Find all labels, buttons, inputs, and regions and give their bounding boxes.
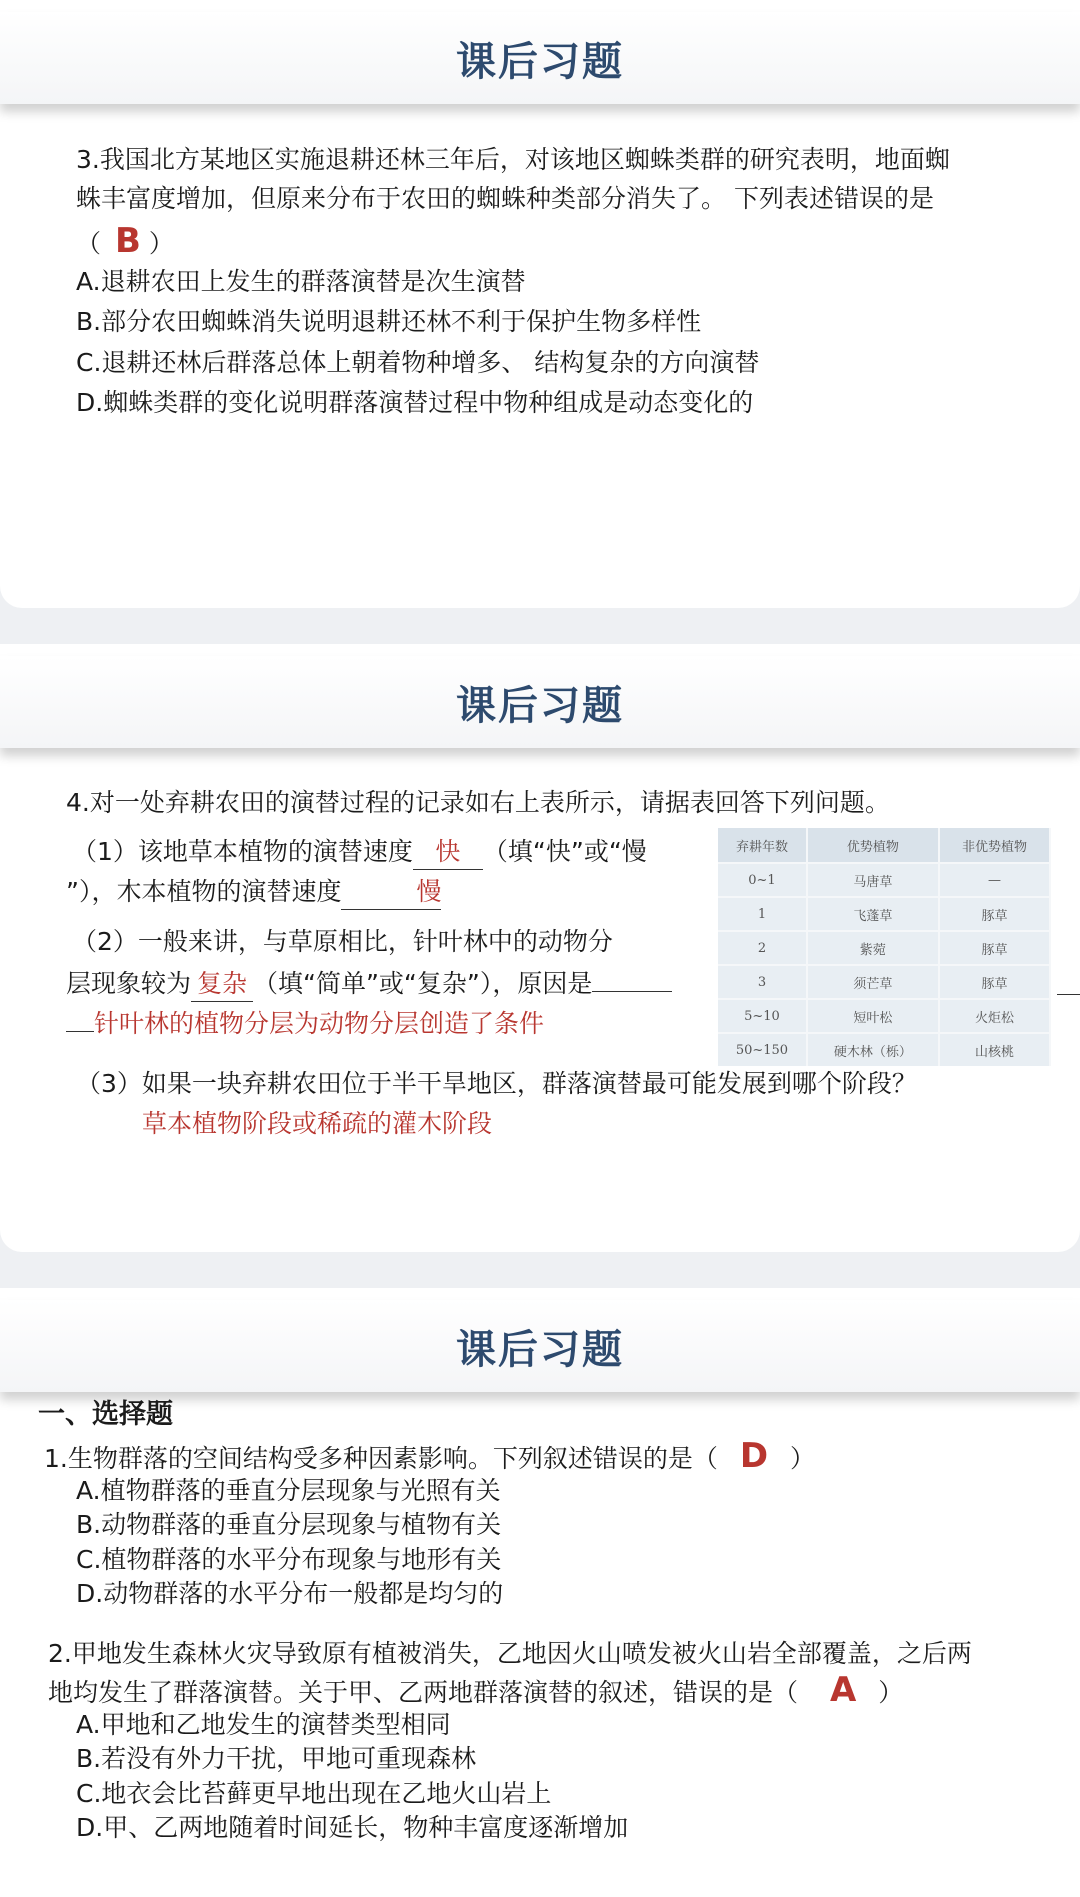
table-cell: 50~150 xyxy=(718,1033,807,1066)
table-header-row xyxy=(718,828,1050,863)
question-1-text: 1.生物群落的空间结构受多种因素影响。下列叙述错误的是（ xyxy=(44,1444,718,1473)
sub-question-2-cont xyxy=(66,964,672,1004)
table-cell: 5~10 xyxy=(718,999,807,1033)
table-cell: 须芒草 xyxy=(807,965,939,999)
q1-line2: ”），木本植物的演替速度 xyxy=(66,877,342,906)
answer-mark: D xyxy=(739,1436,769,1476)
sub-question-2-answer xyxy=(66,1004,544,1044)
answer-blank-line xyxy=(592,991,672,992)
paren-close: ） xyxy=(878,1678,904,1707)
section-title: 一、选择题 xyxy=(38,1399,173,1430)
header-title: 课后习题 xyxy=(456,1326,624,1373)
option-a: A.植物群落的垂直分层现象与光照有关 xyxy=(76,1476,501,1505)
table-cell: 1 xyxy=(718,897,807,931)
option-c: C.退耕还林后群落总体上朝着物种增多、 结构复杂的方向演替 xyxy=(76,348,760,377)
table-cell: 短叶松 xyxy=(807,999,939,1033)
table-cell: 豚草 xyxy=(939,965,1050,999)
sub-question-3: （3）如果一块弃耕农田位于半干旱地区，群落演替最可能发展到哪个阶段？ xyxy=(76,1069,917,1098)
header-title: 课后习题 xyxy=(456,38,624,85)
answer-blank: 慢 xyxy=(341,875,441,910)
column-header: 优势植物 xyxy=(807,828,939,863)
column-header: 非优势植物 xyxy=(939,828,1050,863)
answer-text: 针叶林的植物分层为动物分层创造了条件 xyxy=(94,1009,545,1038)
option-a: A.退耕农田上发生的群落演替是次生演替 xyxy=(76,267,526,296)
table-cell: 山核桃 xyxy=(939,1033,1050,1066)
option-b: B.动物群落的垂直分层现象与植物有关 xyxy=(76,1510,502,1539)
paren-open: （ xyxy=(76,229,102,258)
question-2-text: 地均发生了群落演替。关于甲、乙两地群落演替的叙述，错误的是（ xyxy=(48,1678,799,1707)
table-cell: 豚草 xyxy=(939,931,1050,965)
table-cell: 0~1 xyxy=(718,863,807,897)
card-header xyxy=(0,1300,1080,1392)
answer-mark: B xyxy=(114,221,141,261)
answer-blank-line xyxy=(66,1031,94,1032)
table-cell: 飞蓬草 xyxy=(807,897,939,931)
table-row xyxy=(718,999,1050,1033)
option-d: D.甲、乙两地随着时间延长，物种丰富度逐渐增加 xyxy=(76,1813,629,1842)
table-cell: 2 xyxy=(718,931,807,965)
option-c: C.植物群落的水平分布现象与地形有关 xyxy=(76,1545,502,1574)
exercise-card-1 xyxy=(0,0,1080,608)
answer-blank: 快 xyxy=(413,835,483,870)
table-cell: 马唐草 xyxy=(807,863,939,897)
table-row xyxy=(718,1033,1050,1066)
answer-blank-line xyxy=(1057,994,1080,995)
table-cell: 火炬松 xyxy=(939,999,1050,1033)
answer-line xyxy=(76,221,174,264)
sub-question-1-cont xyxy=(66,872,441,912)
option-c: C.地衣会比苔藓更早地出现在乙地火山岩上 xyxy=(76,1779,552,1808)
question-text: 4.对一处弃耕农田的演替过程的记录如右上表所示，请据表回答下列问题。 xyxy=(66,788,890,817)
option-b: B.部分农田蜘蛛消失说明退耕还林不利于保护生物多样性 xyxy=(76,307,702,336)
q2-prefix: 层现象较为 xyxy=(66,969,192,998)
header-title: 课后习题 xyxy=(456,682,624,729)
table-cell: 3 xyxy=(718,965,807,999)
question-2: 2.甲地发生森林火灾导致原有植被消失，乙地因火山喷发被火山岩全部覆盖，之后两 xyxy=(48,1639,972,1668)
question-line: 3.我国北方某地区实施退耕还林三年后，对该地区蜘蛛类群的研究表明，地面蜘 xyxy=(76,145,950,174)
option-b: B.若没有外力干扰，甲地可重现森林 xyxy=(76,1744,477,1773)
option-a: A.甲地和乙地发生的演替类型相同 xyxy=(76,1710,451,1739)
sub-question-1 xyxy=(72,832,647,872)
question-line: 蛛丰富度增加，但原来分布于农田的蜘蛛种类部分消失了。 下列表述错误的是 xyxy=(76,184,934,213)
paren-close: ） xyxy=(790,1444,816,1473)
succession-table xyxy=(718,828,1051,1066)
answer-blank: 复杂 xyxy=(191,967,253,1002)
table-row xyxy=(718,931,1050,965)
table-cell: 硬木林（栎） xyxy=(807,1033,939,1066)
option-d: D.动物群落的水平分布一般都是均匀的 xyxy=(76,1579,504,1608)
sub-question-3-answer: 草本植物阶段或稀疏的灌木阶段 xyxy=(142,1109,493,1138)
answer-mark: A xyxy=(829,1670,857,1710)
q1-prefix: （1）该地草本植物的演替速度 xyxy=(72,837,413,866)
table-cell: 紫菀 xyxy=(807,931,939,965)
option-d: D.蜘蛛类群的变化说明群落演替过程中物种组成是动态变化的 xyxy=(76,388,754,417)
q1-mid: （填“快”或“慢 xyxy=(482,837,647,866)
column-header: 弃耕年数 xyxy=(718,828,807,863)
table-cell: — xyxy=(939,863,1050,897)
paren-close: ） xyxy=(148,229,174,258)
card-header xyxy=(0,656,1080,748)
table-cell: 豚草 xyxy=(939,897,1050,931)
table-row xyxy=(718,897,1050,931)
sub-question-2: （2）一般来讲，与草原相比，针叶林中的动物分 xyxy=(72,927,613,956)
table-row xyxy=(718,863,1050,897)
table-row xyxy=(718,965,1050,999)
card-header xyxy=(0,12,1080,104)
q2-suffix: （填“简单”或“复杂”），原因是 xyxy=(253,969,593,998)
